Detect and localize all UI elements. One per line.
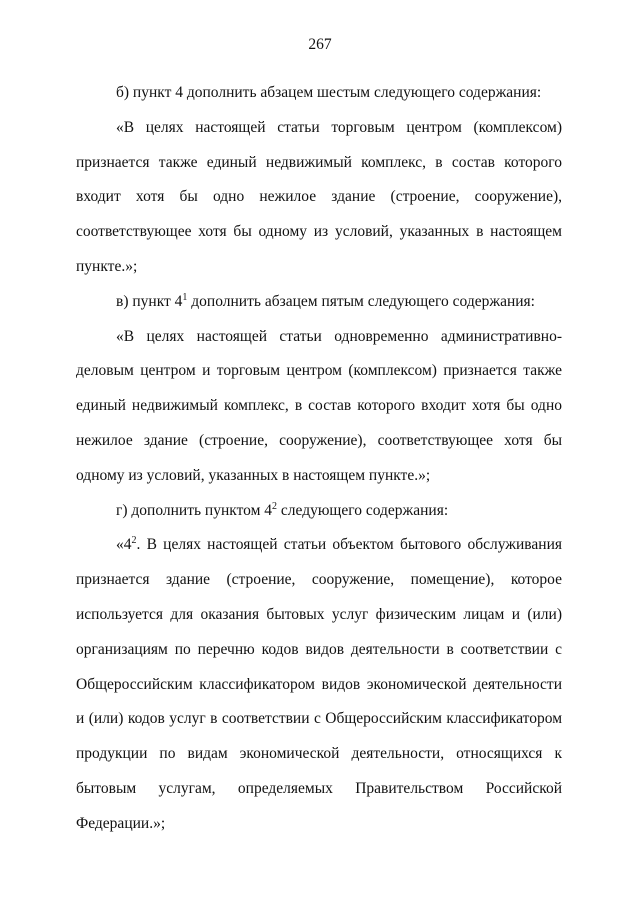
paragraph-g-text-end: следующего содержания: — [277, 501, 449, 519]
document-body — [76, 76, 562, 842]
page-number: 267 — [308, 36, 332, 53]
paragraph-g-quote — [76, 528, 562, 841]
paragraph-g-quote-text: . В целях настоящей статьи объектом бытового обслуживания признается здание (строение, сооружение, помещение), которое используется для оказания бытовых услуг физическим лицам и (или) организациям по перечню кодов видов деятельности в соответствии с Общероссийским классификатором видов экономической деятельности и (или) кодов услуг в соответствии с Общероссийским классификатором продукции по видам экономической деятельности, относящихся к бытовым услугам, определяемых Правительством Российской Федерации.»; — [76, 536, 562, 832]
paragraph-v — [76, 285, 562, 320]
paragraph-g-superscript: 2 — [272, 500, 278, 512]
paragraph-g-quote-superscript: 2 — [131, 535, 137, 547]
paragraph-v-superscript: 1 — [182, 291, 188, 303]
paragraph-g — [76, 494, 562, 529]
paragraph-v-quote: «В целях настоящей статьи одновременно административно-деловым центром и торговым центром (комплексом) признается также единый недвижимый комплекс, в состав которого входит хотя бы одно нежилое здание (строение, сооружение), соответствующее хотя бы одному из условий, указанных в настоящем пункте.»; — [76, 327, 562, 484]
paragraph-b: б) пункт 4 дополнить абзацем шестым следующего содержания: — [116, 84, 542, 101]
paragraph-b-quote: «В целях настоящей статьи торговым центром (комплексом) признается также единый недвижимый комплекс, в состав которого входит хотя бы одно нежилое здание (строение, сооружение), соответствующее хотя бы одному из условий, указанных в настоящем пункте.»; — [76, 118, 562, 275]
paragraph-v-text-end: дополнить абзацем пятым следующего содержания: — [187, 292, 535, 310]
paragraph-v-text-start: в) пункт 4 — [116, 292, 183, 310]
paragraph-g-text-start: г) дополнить пунктом 4 — [116, 501, 273, 519]
paragraph-g-quote-start: «4 — [116, 536, 132, 554]
